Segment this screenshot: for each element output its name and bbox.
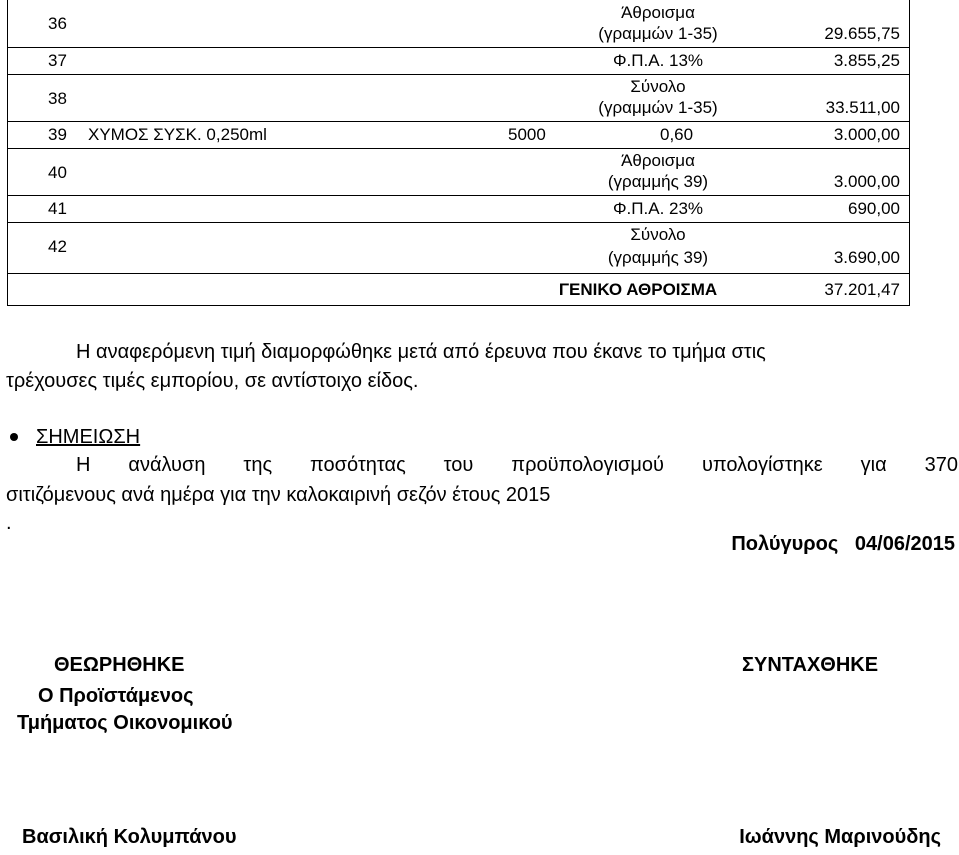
row-label-line2: (γραμμής 39) <box>607 172 709 191</box>
row-label-line2: (γραμμών 1-35) <box>598 98 718 117</box>
left-signature-title: ΘΕΩΡΗΘΗΚΕ <box>54 654 185 676</box>
grand-total-value: 37.201,47 <box>824 280 900 299</box>
row-item: ΧΥΜΟΣ ΣΥΣΚ. 0,250ml <box>88 125 267 144</box>
row-quantity: 5000 <box>508 125 546 144</box>
row-label-line1: Φ.Π.Α. 23% <box>612 199 704 218</box>
note-line3: . <box>6 512 12 534</box>
place-date: Πολύγυρος 04/06/2015 <box>731 533 955 555</box>
note-line2: σιτιζόμενους ανά ημέρα για την καλοκαιρινή σεζόν έτους 2015 <box>6 484 551 506</box>
bullet-icon <box>10 433 18 441</box>
left-signatory-name: Βασιλική Κολυμπάνου <box>22 826 237 848</box>
row-label-line1: Φ.Π.Α. 13% <box>612 51 704 70</box>
left-signature-role2: Τμήματος Οικονομικού <box>17 712 233 734</box>
table-row <box>8 223 909 274</box>
row-number: 39 <box>48 125 67 144</box>
row-unit-price: 0,60 <box>660 125 694 144</box>
grand-total-label: ΓΕΝΙΚΟ ΑΘΡΟΙΣΜΑ <box>558 280 718 299</box>
row-value: 690,00 <box>848 199 900 218</box>
row-value: 3.000,00 <box>833 172 900 191</box>
grand-total-row <box>8 274 909 305</box>
note-heading: ΣΗΜΕΙΩΣΗ <box>36 426 141 448</box>
row-value: 33.511,00 <box>825 98 900 117</box>
table-row <box>8 0 909 48</box>
row-number: 38 <box>48 89 67 108</box>
right-signature-title: ΣΥΝΤΑΧΘΗΚΕ <box>742 654 879 676</box>
table-row <box>8 196 909 223</box>
row-value: 3.855,25 <box>833 51 900 70</box>
row-label-line2: (γραμμών 1-35) <box>598 24 718 43</box>
row-number: 41 <box>48 199 67 218</box>
cost-table <box>7 0 910 306</box>
row-label-line1: Σύνολο <box>630 77 686 96</box>
right-signatory-name: Ιωάννης Μαρινούδης <box>739 826 941 848</box>
note-line1: Η ανάλυση της ποσότητας του προϋπολογισμού υπολογίστηκε για 370 <box>76 454 958 476</box>
row-number: 37 <box>48 51 67 70</box>
row-number: 40 <box>48 163 67 182</box>
row-label-line1: Άθροισμα <box>621 151 695 170</box>
row-value: 3.690,00 <box>833 248 900 267</box>
pricing-note-line1: Η αναφερόμενη τιμή διαμορφώθηκε μετά από έρευνα που έκανε το τμήμα στις <box>76 341 766 363</box>
row-number: 36 <box>48 14 67 33</box>
row-value: 3.000,00 <box>833 125 900 144</box>
left-signature-role1: Ο Προϊστάμενος <box>38 685 194 707</box>
table-row <box>8 48 909 75</box>
pricing-note-line2: τρέχουσες τιμές εμπορίου, σε αντίστοιχο είδος. <box>6 370 419 392</box>
table-row <box>8 122 909 149</box>
table-row <box>8 75 909 122</box>
row-value: 29.655,75 <box>824 24 900 43</box>
row-number: 42 <box>48 237 67 256</box>
row-label-line1: Σύνολο <box>630 225 686 244</box>
table-row <box>8 149 909 196</box>
row-label-line2: (γραμμής 39) <box>607 248 709 267</box>
row-label-line1: Άθροισμα <box>621 3 695 22</box>
